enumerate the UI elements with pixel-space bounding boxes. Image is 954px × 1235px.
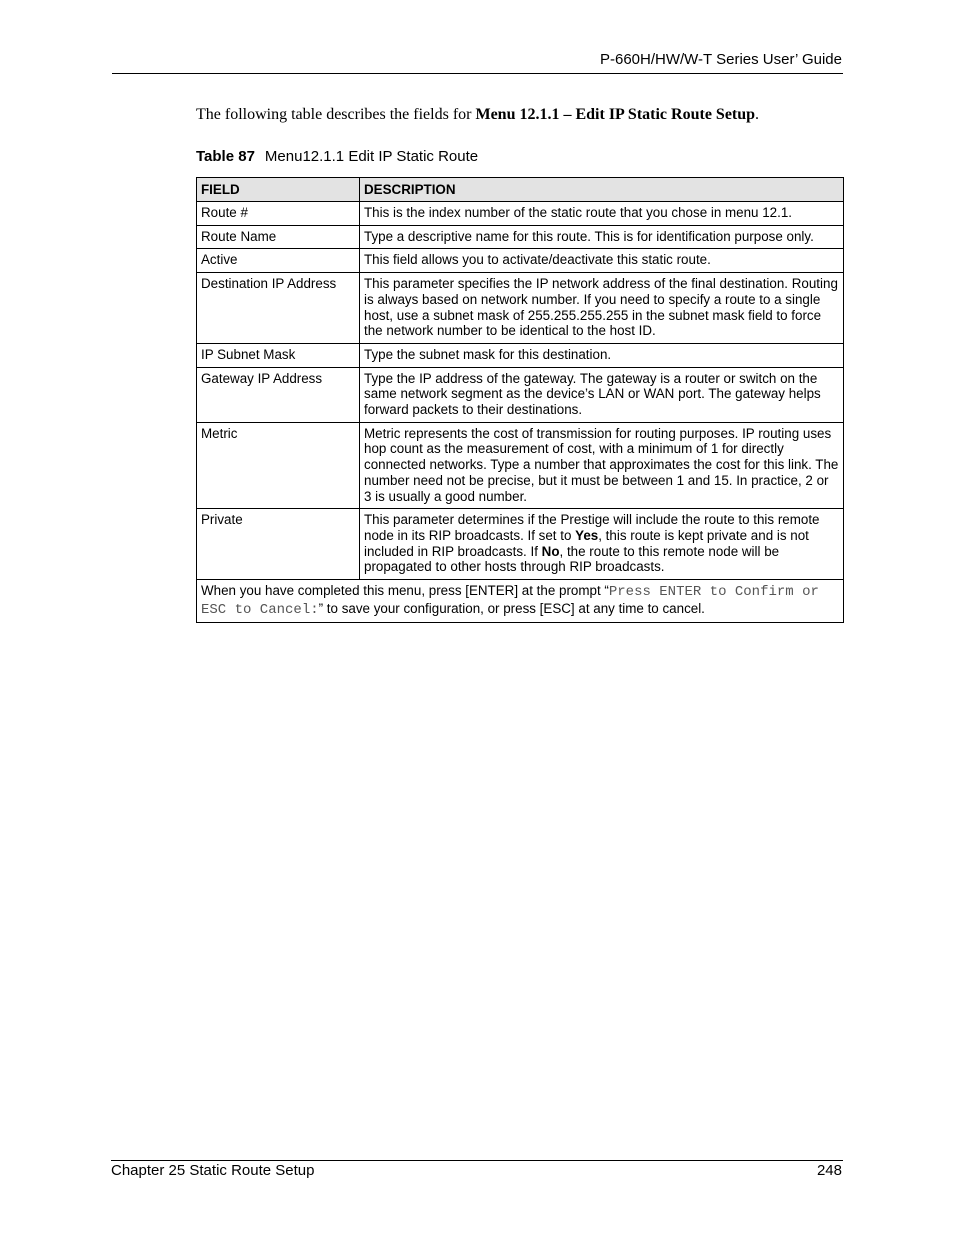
intro-prefix: The following table describes the fields for	[196, 106, 476, 123]
private-yes: Yes	[575, 527, 599, 543]
private-no: No	[541, 543, 560, 559]
field-cell: Metric	[197, 422, 360, 509]
intro-menu-name: Menu 12.1.1 – Edit IP Static Route Setup	[475, 106, 756, 123]
guide-title: P-660H/HW/W-T Series User’ Guide	[599, 51, 842, 68]
description-cell: Type the IP address of the gateway. The gateway is a router or switch on the same network segment as the device’s LAN or WAN port. The gateway helps forward packets to their destinations.	[360, 367, 844, 422]
description-cell: This is the index number of the static route that you chose in menu 12.1.	[360, 202, 844, 226]
field-cell: Private	[197, 509, 360, 580]
fields-table	[196, 177, 844, 623]
private-desc-part3: , the route to this remote node will be propagated to other hosts through RIP broadcasts.	[364, 543, 780, 575]
private-desc-part1: This parameter determines if the Prestige will include the route to this remote node in its RIP broadcasts. If set to	[364, 512, 820, 543]
intro-paragraph	[196, 106, 846, 124]
header-divider	[112, 73, 843, 74]
description-cell: This field allows you to activate/deactivate this static route.	[360, 249, 844, 273]
table-caption-label: Table 87	[196, 148, 255, 165]
footer-note-part1: When you have completed this menu, press [ENTER] at the prompt “	[201, 583, 609, 599]
table-caption	[196, 148, 478, 165]
header-field: FIELD	[197, 178, 360, 202]
page-number: 248	[816, 1162, 842, 1179]
table-row	[197, 343, 844, 367]
footer-note-prompt: Press ENTER to Confirm or ESC to Cancel:	[201, 584, 819, 618]
field-cell: IP Subnet Mask	[197, 343, 360, 367]
table-header-row	[197, 178, 844, 202]
header-description: DESCRIPTION	[360, 178, 844, 202]
description-cell: Type the subnet mask for this destination.	[360, 343, 844, 367]
field-cell: Gateway IP Address	[197, 367, 360, 422]
footer-note-part2: ” to save your configuration, or press [ESC] at any time to cancel.	[318, 600, 705, 616]
intro-suffix: .	[755, 106, 760, 123]
description-cell: This parameter specifies the IP network address of the final destination. Routing is always based on network number. If you need to specify a route to a single host, use a subnet mask of 255.255.255.255 in the subnet mask field to force the network number to be identical to the host ID.	[360, 273, 844, 344]
private-desc-part2: , this route is kept private and is not included in RIP broadcasts. If	[364, 527, 809, 559]
table-caption-title: Menu12.1.1 Edit IP Static Route	[264, 148, 479, 165]
table-row	[197, 422, 844, 509]
footer-divider	[111, 1160, 843, 1161]
description-cell: Metric represents the cost of transmission for routing purposes. IP routing uses hop count as the measurement of cost, with a minimum of 1 for directly connected networks. Type a number that approximates the cost for this link. The number need not be precise, but it must be between 1 and 15. In practice, 2 or 3 is usually a good number.	[360, 422, 844, 509]
table-row-private	[197, 509, 844, 580]
field-cell: Route Name	[197, 225, 360, 249]
description-cell	[360, 509, 844, 580]
field-cell: Active	[197, 249, 360, 273]
table-footer-row	[197, 580, 844, 623]
table-row	[197, 202, 844, 226]
footer-note-cell	[197, 580, 844, 623]
description-cell: Type a descriptive name for this route. This is for identification purpose only.	[360, 225, 844, 249]
table-row	[197, 225, 844, 249]
table-row	[197, 273, 844, 344]
chapter-title: Chapter 25 Static Route Setup	[111, 1162, 315, 1179]
table-row	[197, 367, 844, 422]
field-cell: Destination IP Address	[197, 273, 360, 344]
table-row	[197, 249, 844, 273]
field-cell: Route #	[197, 202, 360, 226]
